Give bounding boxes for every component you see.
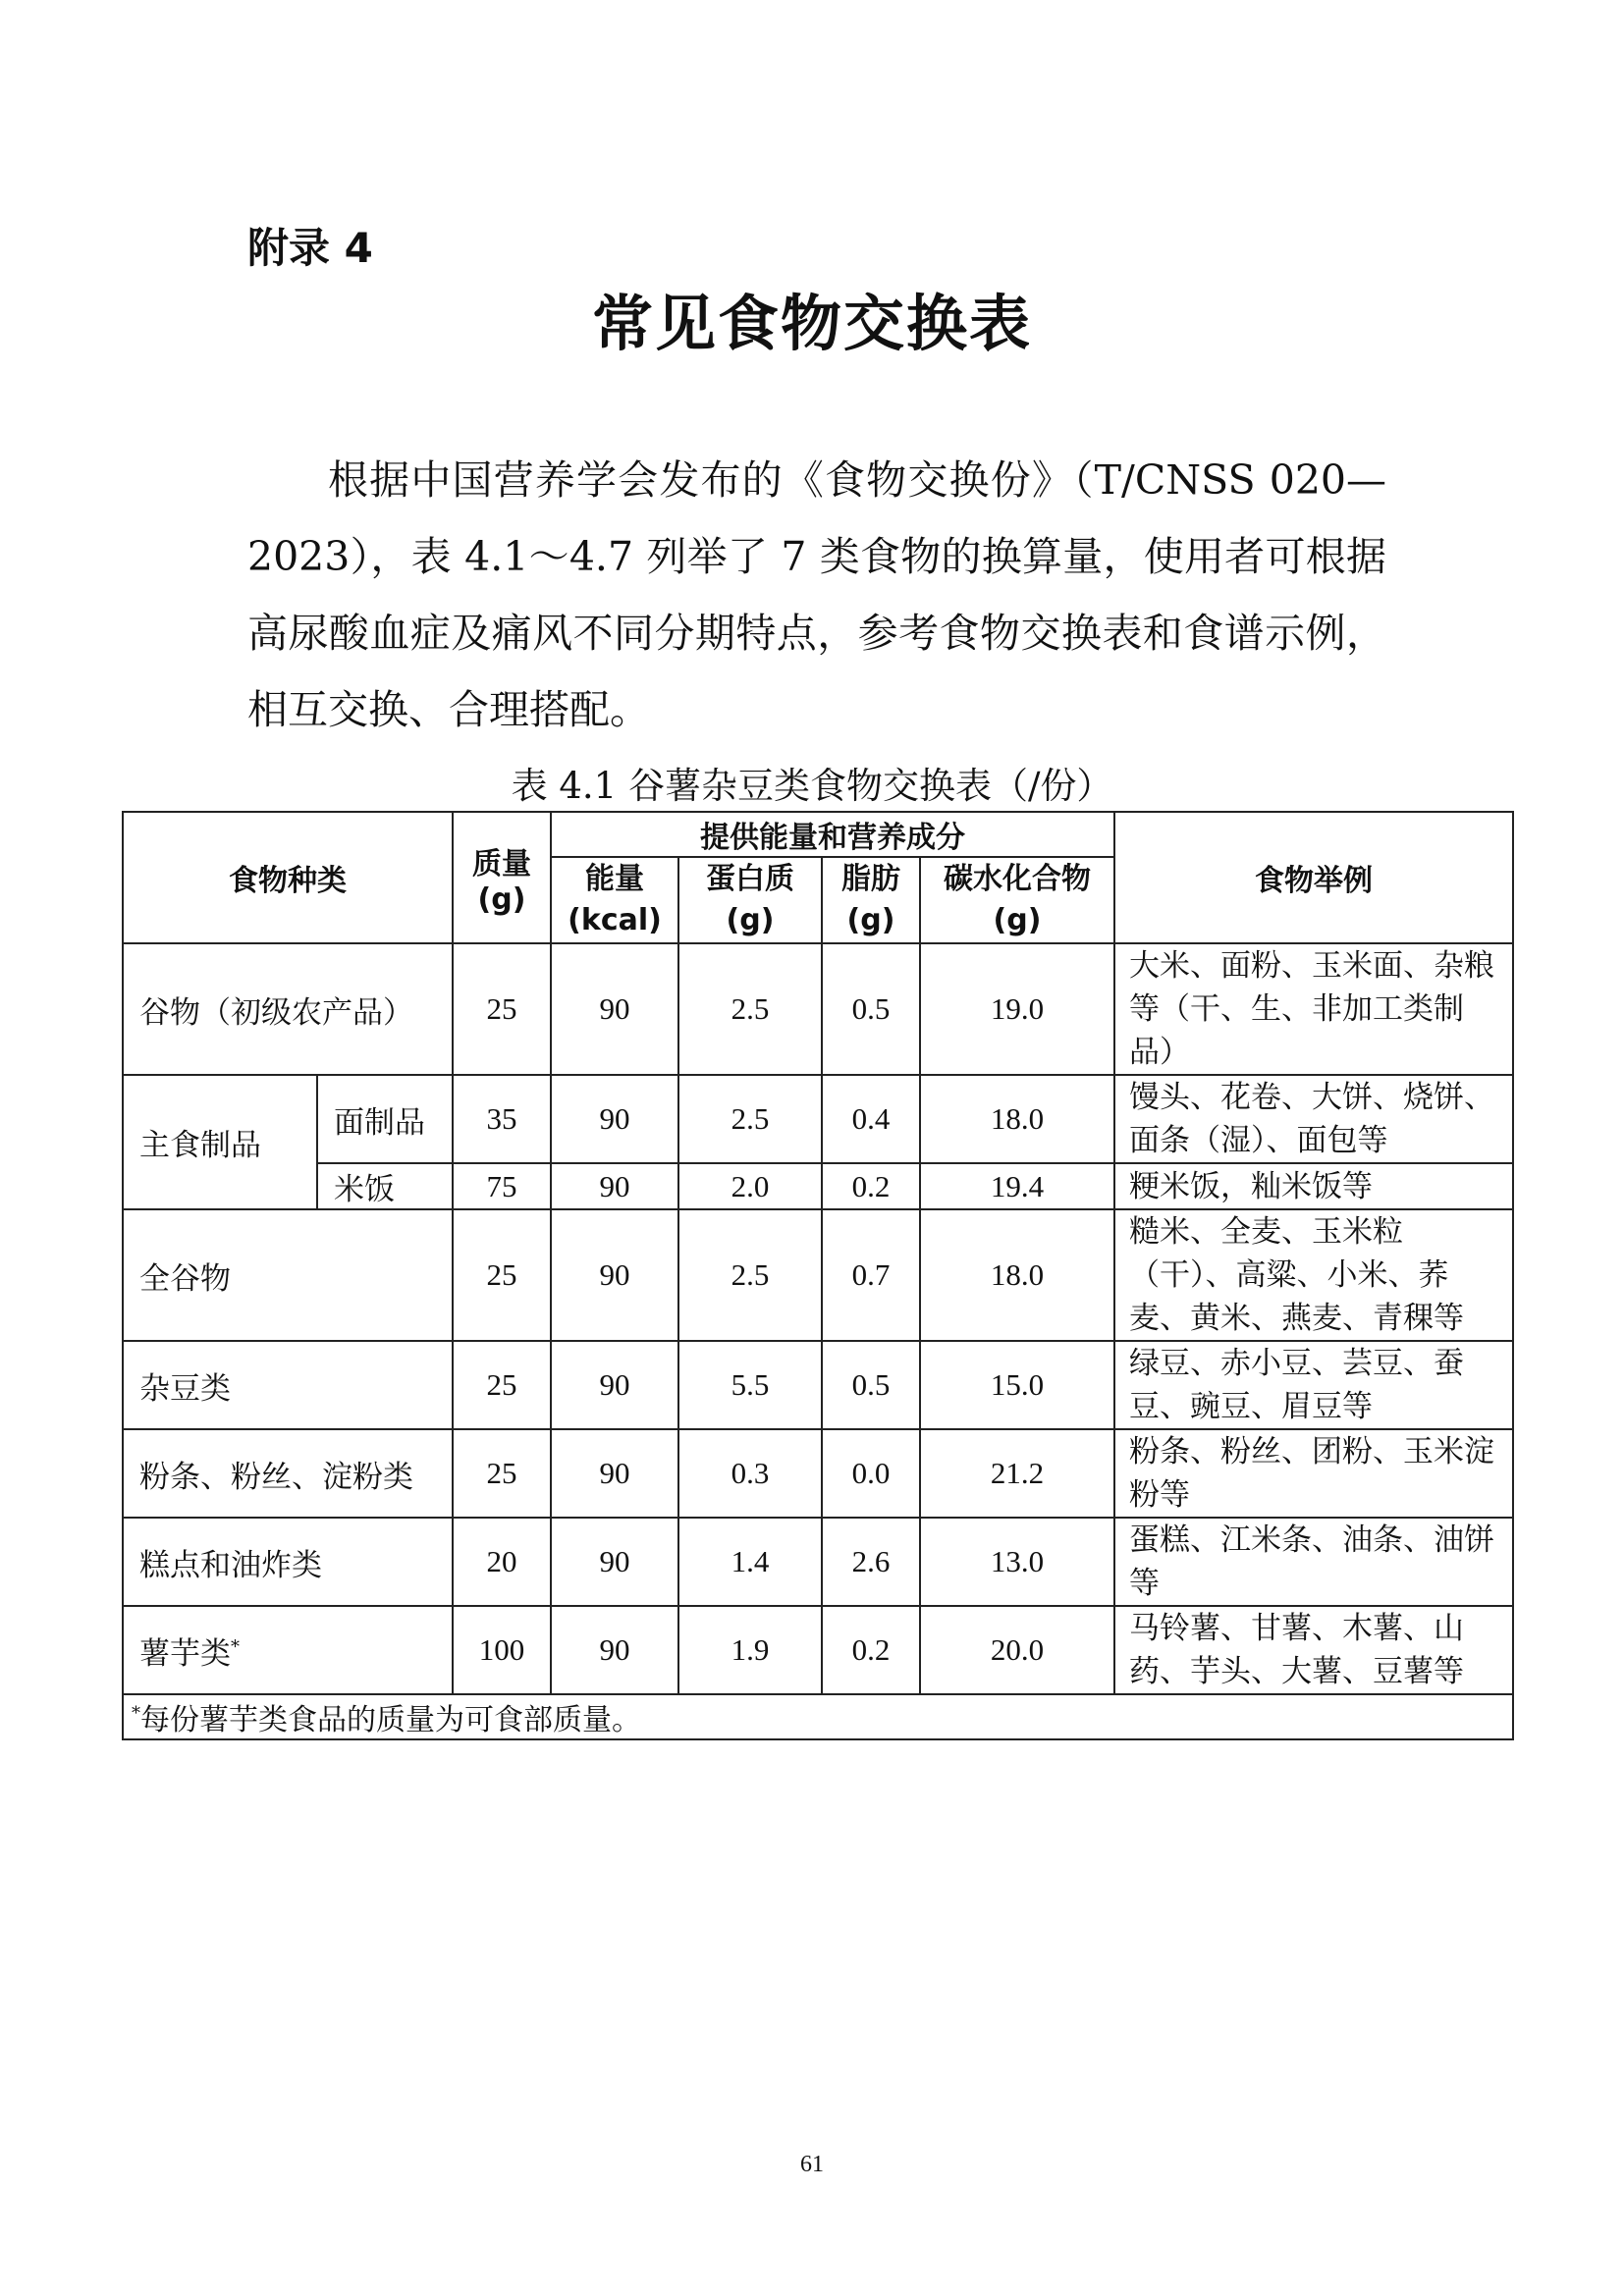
page-title: 常见食物交换表 <box>591 288 1032 359</box>
row-examples: 绿豆、赤小豆、芸豆、蚕豆、豌豆、眉豆等 <box>1114 1341 1513 1429</box>
row-energy: 90 <box>551 1163 678 1209</box>
header-nutrition-group: 提供能量和营养成分 <box>551 812 1114 857</box>
row-mass: 100 <box>453 1606 551 1694</box>
row-fat: 0.5 <box>822 1341 920 1429</box>
appendix-label: 附录 4 <box>247 224 373 272</box>
table-row <box>123 1606 1513 1694</box>
header-protein <box>678 857 822 943</box>
row-fat: 0.2 <box>822 1163 920 1209</box>
row-energy: 90 <box>551 1606 678 1694</box>
row-category: 面制品 <box>317 1075 453 1163</box>
header-protein-unit: (g) <box>726 903 775 937</box>
header-carb-label: 碳水化合物 <box>944 862 1091 896</box>
row-mass: 35 <box>453 1075 551 1163</box>
row-examples: 粳米饭，籼米饭等 <box>1114 1163 1513 1209</box>
row-examples: 马铃薯、甘薯、木薯、山药、芋头、大薯、豆薯等 <box>1114 1606 1513 1694</box>
row-examples: 馒头、花卷、大饼、烧饼、面条（湿）、面包等 <box>1114 1075 1513 1163</box>
footnote-marker: * <box>231 1636 240 1658</box>
row-carb: 19.0 <box>920 943 1114 1075</box>
row-carb: 18.0 <box>920 1075 1114 1163</box>
row-category-text: 薯芋类 <box>139 1635 231 1672</box>
row-energy: 90 <box>551 1075 678 1163</box>
row-group: 主食制品 <box>123 1075 317 1209</box>
row-carb: 13.0 <box>920 1518 1114 1606</box>
table-row <box>123 1209 1513 1341</box>
row-carb: 20.0 <box>920 1606 1114 1694</box>
table-row <box>123 1341 1513 1429</box>
row-energy: 90 <box>551 1209 678 1341</box>
row-energy: 90 <box>551 1429 678 1518</box>
header-energy-unit: (kcal) <box>568 903 662 937</box>
row-fat: 0.4 <box>822 1075 920 1163</box>
header-mass <box>453 812 551 943</box>
table-footnote <box>123 1694 1513 1739</box>
intro-paragraph <box>247 442 1386 748</box>
header-fat <box>822 857 920 943</box>
row-category: 全谷物 <box>123 1209 453 1341</box>
row-protein: 2.5 <box>678 1209 822 1341</box>
row-fat: 2.6 <box>822 1518 920 1606</box>
row-carb: 15.0 <box>920 1341 1114 1429</box>
row-category: 杂豆类 <box>123 1341 453 1429</box>
row-protein: 5.5 <box>678 1341 822 1429</box>
row-protein: 1.4 <box>678 1518 822 1606</box>
table-caption: 表 4.1 谷薯杂豆类食物交换表（/份） <box>511 765 1113 807</box>
row-category: 糕点和油炸类 <box>123 1518 453 1606</box>
header-category: 食物种类 <box>123 812 453 943</box>
row-category <box>123 1606 453 1694</box>
row-mass: 25 <box>453 1341 551 1429</box>
row-carb: 21.2 <box>920 1429 1114 1518</box>
row-protein: 2.5 <box>678 943 822 1075</box>
header-protein-label: 蛋白质 <box>706 862 794 896</box>
footnote-marker: * <box>132 1703 140 1724</box>
row-protein: 1.9 <box>678 1606 822 1694</box>
header-mass-unit: (g) <box>477 881 526 917</box>
row-mass: 25 <box>453 1209 551 1341</box>
intro-text: 根据中国营养学会发布的《食物交换份》（T/CNSS 020—2023），表 4.1～4.7 列举了 7 类食物的换算量，使用者可根据高尿酸血症及痛风不同分期特点，参考食物交换表和食谱示例，相互交换、合理搭配。 <box>247 456 1386 733</box>
row-energy: 90 <box>551 1341 678 1429</box>
header-carb-unit: (g) <box>993 903 1042 937</box>
row-carb: 19.4 <box>920 1163 1114 1209</box>
table-row <box>123 943 1513 1075</box>
table-footnote-row <box>123 1694 1513 1739</box>
header-fat-unit: (g) <box>846 903 895 937</box>
row-examples: 糙米、全麦、玉米粒（干）、高粱、小米、荞麦、黄米、燕麦、青稞等 <box>1114 1209 1513 1341</box>
row-fat: 0.5 <box>822 943 920 1075</box>
row-fat: 0.2 <box>822 1606 920 1694</box>
row-category: 谷物（初级农产品） <box>123 943 453 1075</box>
row-examples: 粉条、粉丝、团粉、玉米淀粉等 <box>1114 1429 1513 1518</box>
header-carb <box>920 857 1114 943</box>
row-protein: 2.0 <box>678 1163 822 1209</box>
header-mass-label: 质量 <box>472 846 531 881</box>
header-energy-label: 能量 <box>585 862 644 896</box>
header-energy <box>551 857 678 943</box>
row-energy: 90 <box>551 943 678 1075</box>
row-mass: 25 <box>453 943 551 1075</box>
row-mass: 20 <box>453 1518 551 1606</box>
table-row <box>123 1163 1513 1209</box>
table-row <box>123 1518 1513 1606</box>
page-number: 61 <box>800 2152 824 2177</box>
row-category: 粉条、粉丝、淀粉类 <box>123 1429 453 1518</box>
row-category: 米饭 <box>317 1163 453 1209</box>
row-mass: 25 <box>453 1429 551 1518</box>
row-energy: 90 <box>551 1518 678 1606</box>
row-examples: 大米、面粉、玉米面、杂粮等（干、生、非加工类制品） <box>1114 943 1513 1075</box>
row-mass: 75 <box>453 1163 551 1209</box>
row-protein: 0.3 <box>678 1429 822 1518</box>
footnote-text: 每份薯芋类食品的质量为可食部质量。 <box>140 1703 641 1737</box>
row-fat: 0.7 <box>822 1209 920 1341</box>
row-carb: 18.0 <box>920 1209 1114 1341</box>
header-examples: 食物举例 <box>1114 812 1513 943</box>
table-row <box>123 1429 1513 1518</box>
food-exchange-table <box>122 811 1514 1740</box>
table-row <box>123 1075 1513 1163</box>
row-fat: 0.0 <box>822 1429 920 1518</box>
row-protein: 2.5 <box>678 1075 822 1163</box>
row-examples: 蛋糕、江米条、油条、油饼等 <box>1114 1518 1513 1606</box>
header-fat-label: 脂肪 <box>841 862 900 896</box>
